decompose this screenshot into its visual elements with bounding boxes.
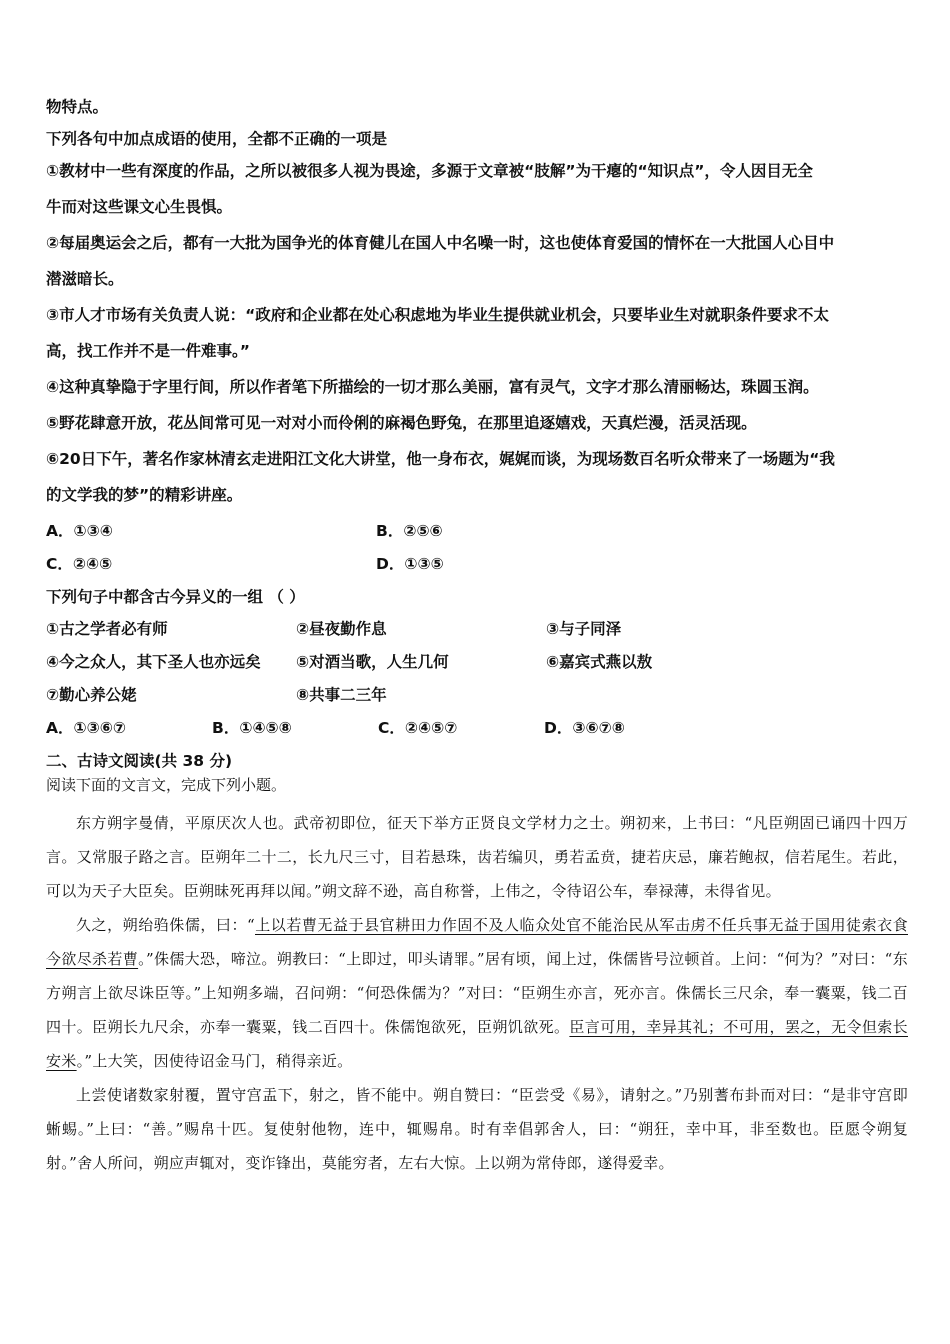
underlined-sentence-2: 臣言可用，幸异其礼；不可用，罢之，无令但索长安米	[46, 1018, 908, 1070]
idiom-option-c: C．②④⑤	[46, 555, 113, 573]
ancient-options-row	[46, 717, 908, 739]
ancient-option-b: B．①④⑤⑧	[212, 719, 292, 737]
ancient-item-6: ⑥嘉宾式燕以敖	[546, 653, 653, 671]
passage-paragraph-2	[46, 908, 908, 1078]
idiom-sentence-2-line-2: 潜滋暗长。	[46, 270, 124, 288]
underlined-sentence-1: 上以若曹无益于县官耕田力作固不及人临众处官不能治民从军击虏不任兵事无益于国用徒索衣食今欲尽杀若曹	[46, 916, 908, 968]
idiom-option-b: B．②⑤⑥	[376, 522, 443, 540]
ancient-item-2: ②昼夜勤作息	[296, 620, 387, 638]
idiom-option-d: D．①③⑤	[376, 555, 444, 573]
section-instruction: 阅读下面的文言文，完成下列小题。	[46, 776, 287, 794]
idiom-options-row-1	[46, 520, 908, 542]
ancient-option-d: D．③⑥⑦⑧	[544, 719, 625, 737]
idiom-sentence-1-line-2: 牛而对这些课文心生畏惧。	[46, 198, 233, 216]
ancient-item-7: ⑦勤心养公姥	[46, 686, 137, 704]
paragraph-2-middle: 。”侏儒大恐，啼泣。朔教曰：“上即过，叩头请罪。”居有顷，闻上过，侏儒皆号泣顿首。上问：“何为？”对曰：“东方朔言上欲尽诛臣等。”上知朔多端，召问朔：“何恐侏儒为？”对曰：“臣朔生亦言，死亦言。侏儒长三尺余，奉一囊粟，钱二百四十。臣朔长九尺余，亦奉一囊粟，钱二百四十。侏儒饱欲死，臣朔饥欲死。	[46, 950, 908, 1036]
ancient-item-4: ④今之众人，其下圣人也亦远矣	[46, 653, 261, 671]
paragraph-2-intro: 久之，朔绐驺侏儒，曰：“	[76, 916, 255, 934]
ancient-item-3: ③与子同泽	[546, 620, 622, 638]
section-title: 二、古诗文阅读(共 38 分)	[46, 752, 233, 770]
idiom-sentence-4: ④这种真挚隐于字里行间，所以作者笔下所描绘的一切才那么美丽，富有灵气，文字才那么清丽畅达，珠圆玉润。	[46, 378, 819, 396]
idiom-sentence-6-line-1: ⑥20日下午，著名作家林清玄走进阳江文化大讲堂，他一身布衣，娓娓而谈，为现场数百名听众带来了一场题为“我	[46, 450, 835, 468]
previous-question-tail: 物特点。	[46, 98, 109, 116]
paragraph-2-end: 。”上大笑，因使待诏金马门，稍得亲近。	[76, 1052, 353, 1070]
idiom-question-stem: 下列各句中加点成语的使用，全都不正确的一项是	[46, 130, 388, 148]
idiom-option-a: A．①③④	[46, 522, 113, 540]
passage-paragraph-3: 上尝使诸数家射覆，置守宫盂下，射之，皆不能中。朔自赞曰：“臣尝受《易》，请射之。”乃别蓍布卦而对曰：“是非守宫即蜥蜴。”上曰：“善。”赐帛十匹。复使射他物，连中，辄赐帛。时有幸倡郭舍人，曰：“朔狂，幸中耳，非至数也。臣愿令朔复射。”舍人所问，朔应声辄对，变诈锋出，莫能穷者，左右大惊。上以朔为常侍郎，遂得爱幸。	[46, 1086, 908, 1172]
ancient-item-8: ⑧共事二三年	[296, 686, 387, 704]
ancient-item-1: ①古之学者必有师	[46, 620, 168, 638]
idiom-sentence-1-line-1: ①教材中一些有深度的作品，之所以被很多人视为畏途，多源于文章被“肢解”为干瘪的“知识点”，令人因目无全	[46, 162, 813, 180]
idiom-sentence-3-line-1: ③市人才市场有关负责人说：“政府和企业都在处心积虑地为毕业生提供就业机会，只要毕业生对就职条件要求不太	[46, 306, 829, 324]
ancient-option-a: A．①③⑥⑦	[46, 719, 126, 737]
idiom-sentence-6-line-2: 的文学我的梦”的精彩讲座。	[46, 486, 243, 504]
idiom-sentence-3-line-2: 高，找工作并不是一件难事。”	[46, 342, 250, 360]
ancient-items-row-3	[46, 684, 908, 706]
ancient-question-stem: 下列句子中都含古今异义的一组 （ ）	[46, 588, 305, 606]
document-page	[46, 96, 908, 1180]
idiom-sentence-2-line-1: ②每届奥运会之后，都有一大批为国争光的体育健儿在国人中名噪一时，这也使体育爱国的情怀在一大批国人心目中	[46, 234, 835, 252]
ancient-items-row-1	[46, 618, 908, 640]
ancient-item-5: ⑤对酒当歌，人生几何	[296, 653, 449, 671]
idiom-options-row-2	[46, 553, 908, 575]
ancient-items-row-2	[46, 651, 908, 673]
ancient-option-c: C．②④⑤⑦	[378, 719, 458, 737]
idiom-sentence-5: ⑤野花肆意开放，花丛间常可见一对对小而伶俐的麻褐色野兔，在那里追逐嬉戏，天真烂漫，活灵活现。	[46, 414, 757, 432]
classical-passage	[46, 806, 908, 1180]
passage-paragraph-1: 东方朔字曼倩，平原厌次人也。武帝初即位，征天下举方正贤良文学材力之士。朔初来，上书曰：“凡臣朔固已诵四十四万言。又常服子路之言。臣朔年二十二，长九尺三寸，目若悬珠，齿若编贝，勇若孟贲，捷若庆忌，廉若鲍叔，信若尾生。若此，可以为天子大臣矣。臣朔昧死再拜以闻。”朔文辞不逊，高自称誉，上伟之，令待诏公车，奉禄薄，未得省见。	[46, 814, 908, 900]
